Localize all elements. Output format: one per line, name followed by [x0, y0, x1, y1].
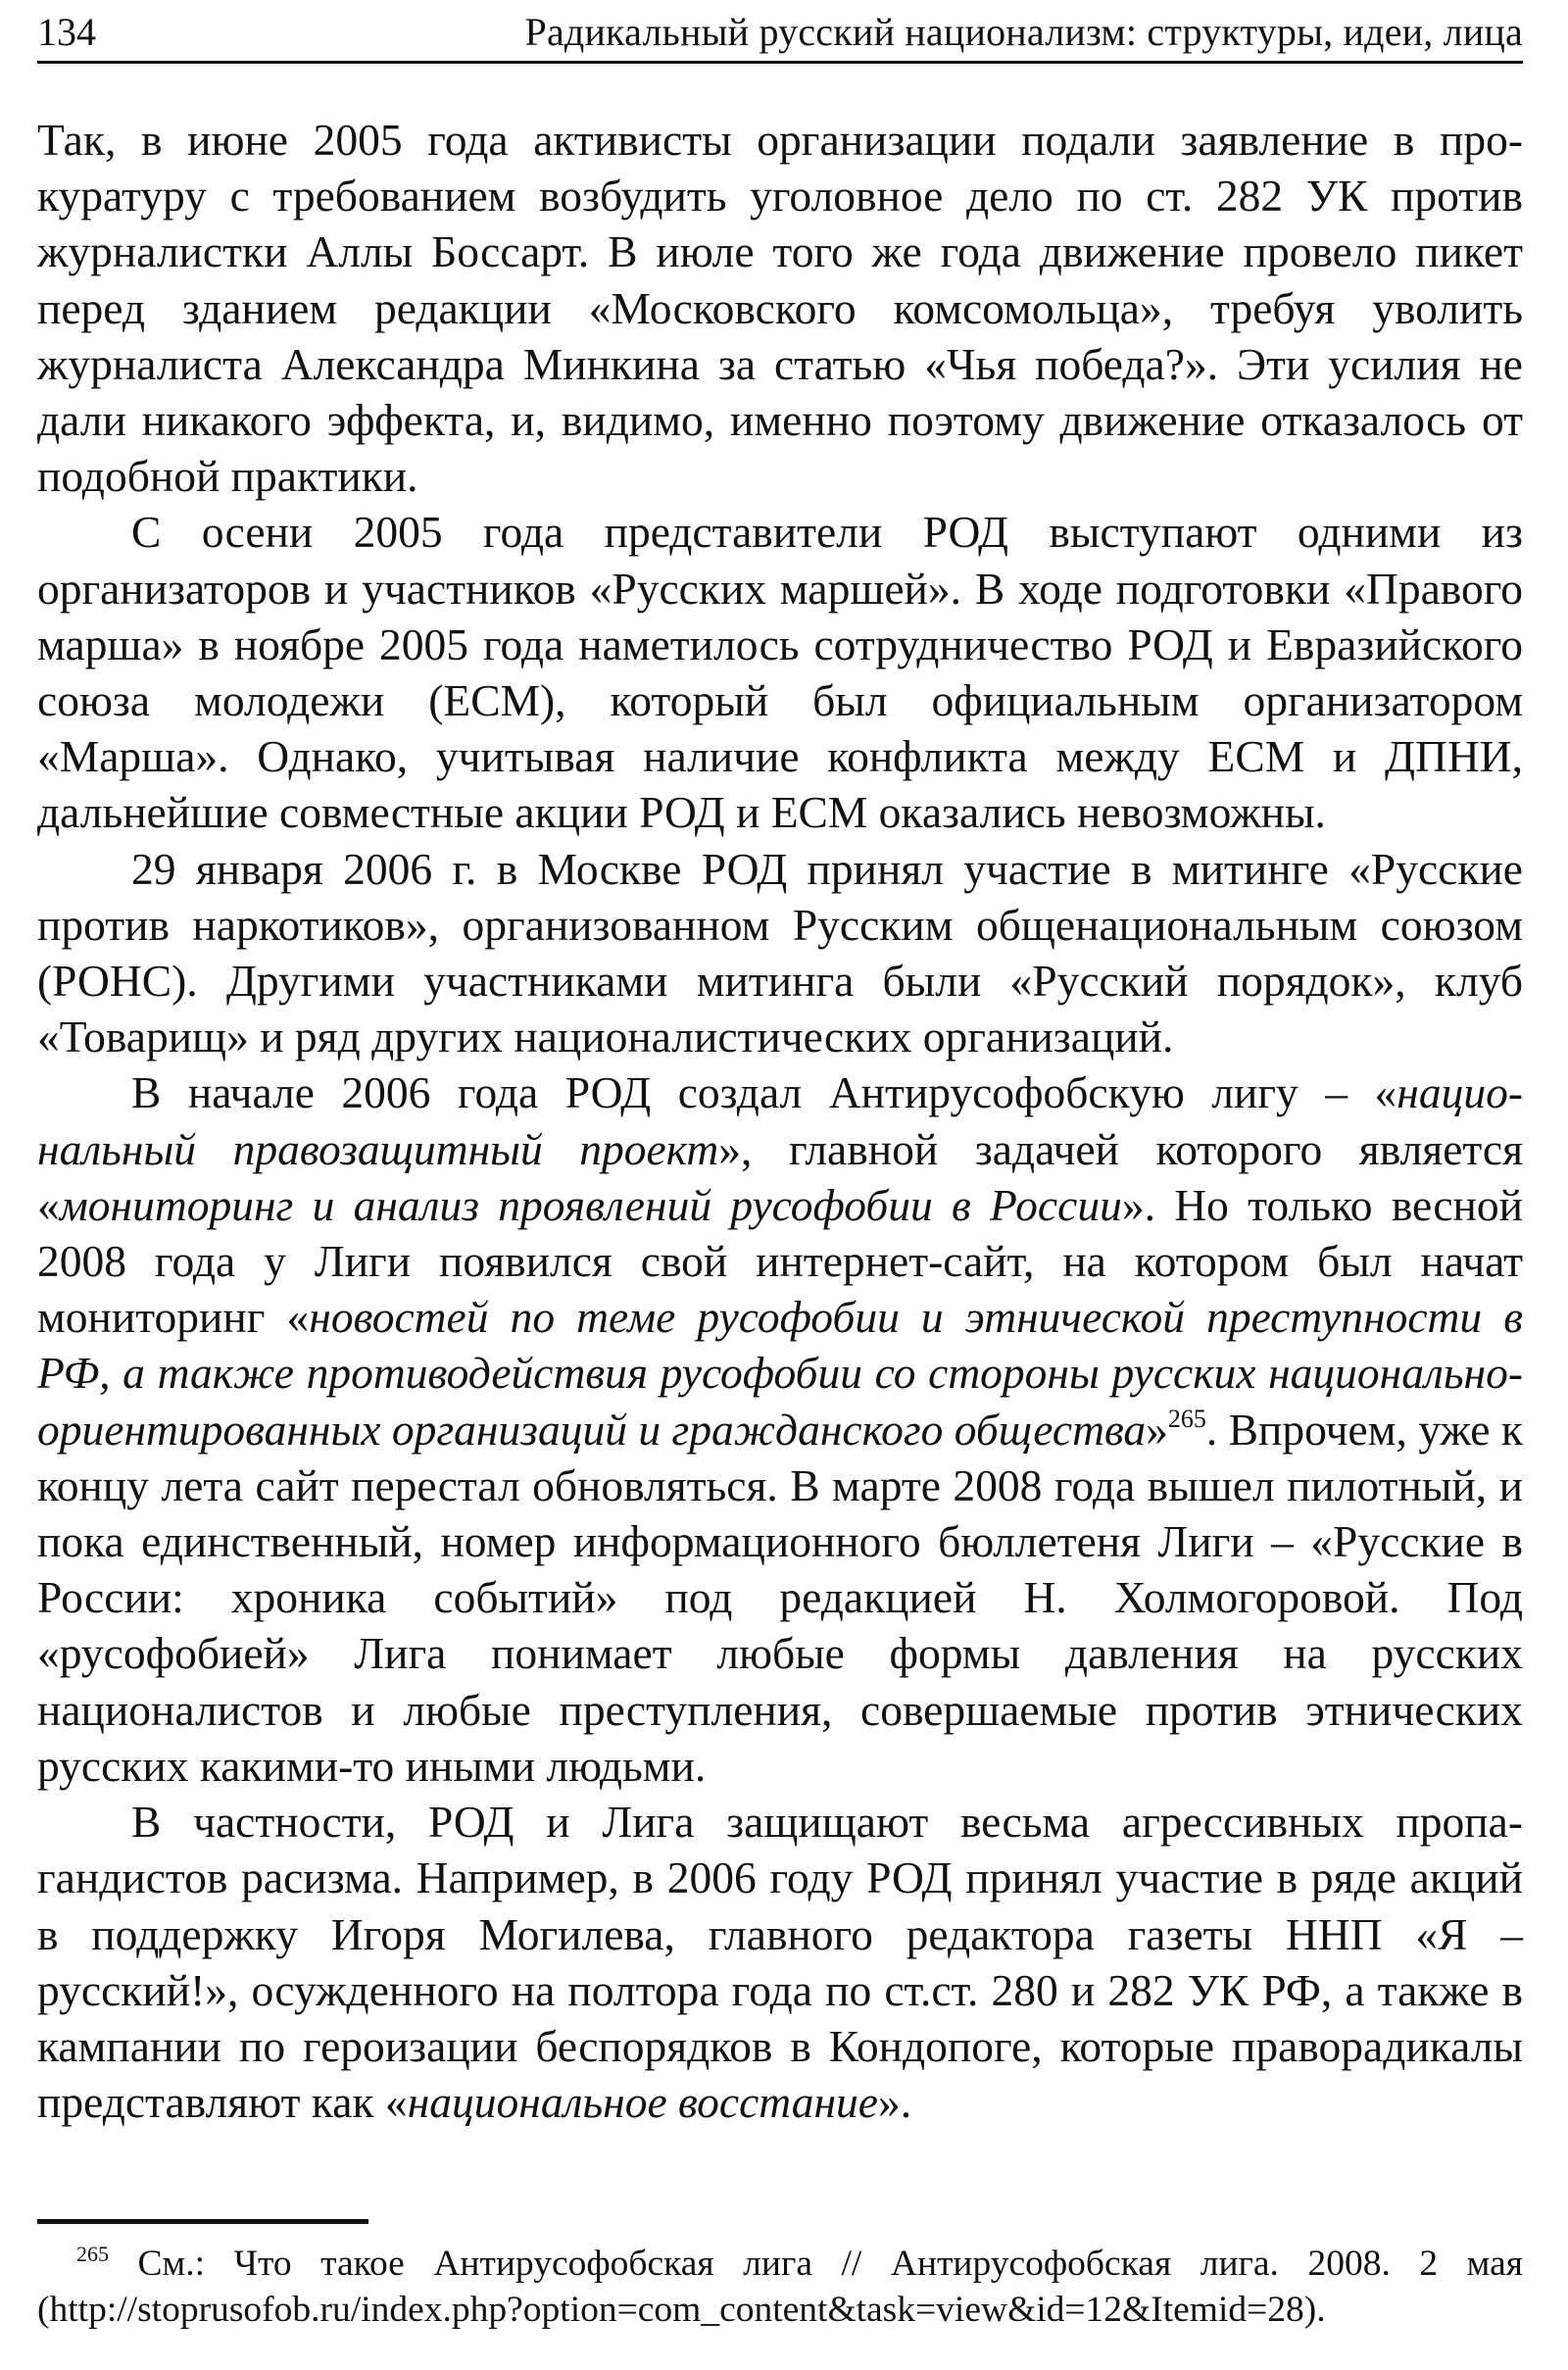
- text-run: 29 января 2006 г. в Москве РОД принял участие в митинге «Русские против наркотиков», организованном Русским общенациональным союзом (РОНС). Другими участниками митинга были «Русский порядок», клуб «Товарищ» и ряд других националистических организаций.: [37, 843, 1523, 1062]
- text-run: ». Но только весной 2008 года у Лиги появился свой интернет-сайт, на котором был начат мониторинг «: [37, 1179, 1524, 1343]
- paragraph: [37, 841, 1523, 1065]
- italic-quote: мониторинг и анализ проявлений русофобии в России: [59, 1179, 1122, 1230]
- footnote-marker: 265: [76, 2242, 109, 2266]
- paragraph: [37, 112, 1523, 504]
- text-run: В начале 2006 года РОД создал Антирусофобскую лигу – «: [131, 1067, 1397, 1118]
- paragraph: [37, 1794, 1523, 2130]
- footnote-divider: [37, 2219, 368, 2224]
- text-run: », главной задачей которого является «: [37, 1123, 1523, 1230]
- text-run: С осени 2005 года представители РОД выступают одними из организаторов и участников «Русских маршей». В ходе подготовки «Правого марша» в ноябре 2005 года наметилось сотрудничество РОД и Евразийского союза молодежи (ЕСМ), который был официальным организатором «Марша». Однако, учитывая наличие конфликта между ЕСМ и ДПНИ, дальнейшие совместные акции РОД и ЕСМ оказались невозможны.: [37, 507, 1523, 838]
- running-title: Радикальный русский национализм: структуры, идеи, лица: [524, 10, 1523, 54]
- footnote: [37, 2241, 1523, 2333]
- running-header: [37, 6, 1523, 64]
- book-page: [37, 0, 1523, 2370]
- italic-quote: национальный правозащитный проект: [37, 1067, 1523, 1174]
- text-run: »: [1146, 1404, 1168, 1455]
- footnote-text: См.: Что такое Антирусофобская лига // Антирусофобская лига. 2008. 2 мая (http://stoprusofob.ru/index.php?option=com_content&task=view&id=12&Itemid=28).: [37, 2244, 1523, 2330]
- italic-quote: национальное восстание: [407, 2077, 878, 2128]
- paragraph: [37, 1064, 1523, 1794]
- text-run: Так, в июне 2005 года активисты организации подали заявление в прокуратуру с требованием возбудить уголовное дело по ст. 282 УК против журналистки Аллы Боссарт. В июле того же года движение провело пикет перед зданием редакции «Московского комсомольца», требуя уволить журналиста Александра Минкина за статью «Чья победа?». Эти усилия не дали никакого эффекта, и, видимо, именно поэтому движение отказалось от подобной практики.: [37, 115, 1523, 502]
- footnote-reference: 265: [1167, 1404, 1206, 1433]
- text-run: В частности, РОД и Лига защищают весьма агрессивных пропагандистов расизма. Например, в 2006 году РОД принял участие в ряде акций в поддержку Игоря Могилева, главного редактора газеты ННП «Я – русский!», осужденного на полтора года по ст.ст. 280 и 282 УК РФ, а также в кампании по героизации беспорядков в Кондопоге, которые праворадикалы представляют как «: [37, 1797, 1523, 2128]
- body-text: [37, 112, 1523, 2130]
- italic-quote: новостей по теме русофобии и этнической преступности в РФ, а также противодействия русофобии со стороны русских национально-ориентированных организаций и гражданского общества: [37, 1292, 1524, 1455]
- text-run: ».: [878, 2077, 912, 2128]
- text-run: . Впрочем, уже к концу лета сайт перестал обновляться. В марте 2008 года вышел пилотный, и пока единственный, номер информационного бюллетеня Лиги – «Русские в России: хроника событий» под редакцией Н. Холмогоровой. Под «русофобией» Лига понимает любые формы давления на русских националистов и любые преступления, совершаемые против этнических русских какими-то иными людьми.: [37, 1404, 1523, 1791]
- paragraph: [37, 504, 1523, 840]
- page-number: 134: [37, 10, 96, 54]
